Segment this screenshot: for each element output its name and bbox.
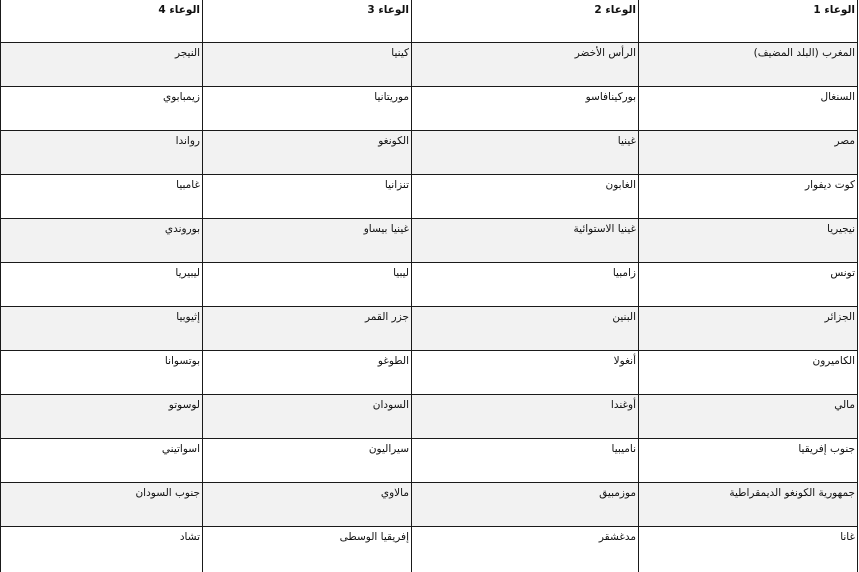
- table-cell: ناميبيا: [412, 439, 639, 483]
- table-cell: إثيوبيا: [1, 307, 203, 351]
- table-cell: لوسوتو: [1, 395, 203, 439]
- table-row: [1, 307, 858, 351]
- table-cell: ليبيا: [203, 263, 412, 307]
- table-cell: الكاميرون: [639, 351, 858, 395]
- table-cell: غامبيا: [1, 175, 203, 219]
- table-row: [1, 351, 858, 395]
- table-cell: رواندا: [1, 131, 203, 175]
- table-cell: الرأس الأخضر: [412, 43, 639, 87]
- table-cell: مدغشقر: [412, 527, 639, 572]
- table-cell: تنزانيا: [203, 175, 412, 219]
- table-cell: جنوب السودان: [1, 483, 203, 527]
- table-row: [1, 43, 858, 87]
- table-cell: موريتانيا: [203, 87, 412, 131]
- table-cell: بوروندي: [1, 219, 203, 263]
- table-row: [1, 527, 858, 572]
- table-cell: إفريقيا الوسطى: [203, 527, 412, 572]
- table-cell: الجزائر: [639, 307, 858, 351]
- table-body: [1, 43, 858, 572]
- table-row: [1, 439, 858, 483]
- table-cell: السنغال: [639, 87, 858, 131]
- table-cell: ليبيريا: [1, 263, 203, 307]
- table-cell: المغرب (البلد المضيف): [639, 43, 858, 87]
- table-cell: جنوب إفريقيا: [639, 439, 858, 483]
- table-row: [1, 175, 858, 219]
- table-cell: مالاوي: [203, 483, 412, 527]
- header-pot-4: الوعاء 4: [1, 0, 203, 43]
- table-header: [1, 0, 858, 43]
- table-cell: اسواتيني: [1, 439, 203, 483]
- table-cell: زيمبابوي: [1, 87, 203, 131]
- table-cell: نيجيريا: [639, 219, 858, 263]
- table-cell: زامبيا: [412, 263, 639, 307]
- table-cell: الطوغو: [203, 351, 412, 395]
- header-pot-2: الوعاء 2: [412, 0, 639, 43]
- table-cell: السودان: [203, 395, 412, 439]
- table-cell: جمهورية الكونغو الديمقراطية: [639, 483, 858, 527]
- header-pot-1: الوعاء 1: [639, 0, 858, 43]
- table-cell: تونس: [639, 263, 858, 307]
- table-cell: النيجر: [1, 43, 203, 87]
- table-cell: غينيا بيساو: [203, 219, 412, 263]
- table-cell: كينيا: [203, 43, 412, 87]
- table-cell: مالي: [639, 395, 858, 439]
- table-cell: سيراليون: [203, 439, 412, 483]
- table-cell: كوت ديفوار: [639, 175, 858, 219]
- table-row: [1, 483, 858, 527]
- header-row: [1, 0, 858, 43]
- table-row: [1, 263, 858, 307]
- table-cell: غينيا: [412, 131, 639, 175]
- table-cell: بوركينافاسو: [412, 87, 639, 131]
- table-cell: أوغندا: [412, 395, 639, 439]
- table-cell: مصر: [639, 131, 858, 175]
- table-cell: غينيا الاستوائية: [412, 219, 639, 263]
- table-cell: الغابون: [412, 175, 639, 219]
- table-cell: بوتسوانا: [1, 351, 203, 395]
- table-row: [1, 87, 858, 131]
- table-cell: البنين: [412, 307, 639, 351]
- table-cell: تشاد: [1, 527, 203, 572]
- table-cell: جزر القمر: [203, 307, 412, 351]
- table-row: [1, 219, 858, 263]
- header-pot-3: الوعاء 3: [203, 0, 412, 43]
- table-row: [1, 395, 858, 439]
- table-row: [1, 131, 858, 175]
- table-cell: غانا: [639, 527, 858, 572]
- table-cell: الكونغو: [203, 131, 412, 175]
- table-cell: موزمبيق: [412, 483, 639, 527]
- table-cell: أنغولا: [412, 351, 639, 395]
